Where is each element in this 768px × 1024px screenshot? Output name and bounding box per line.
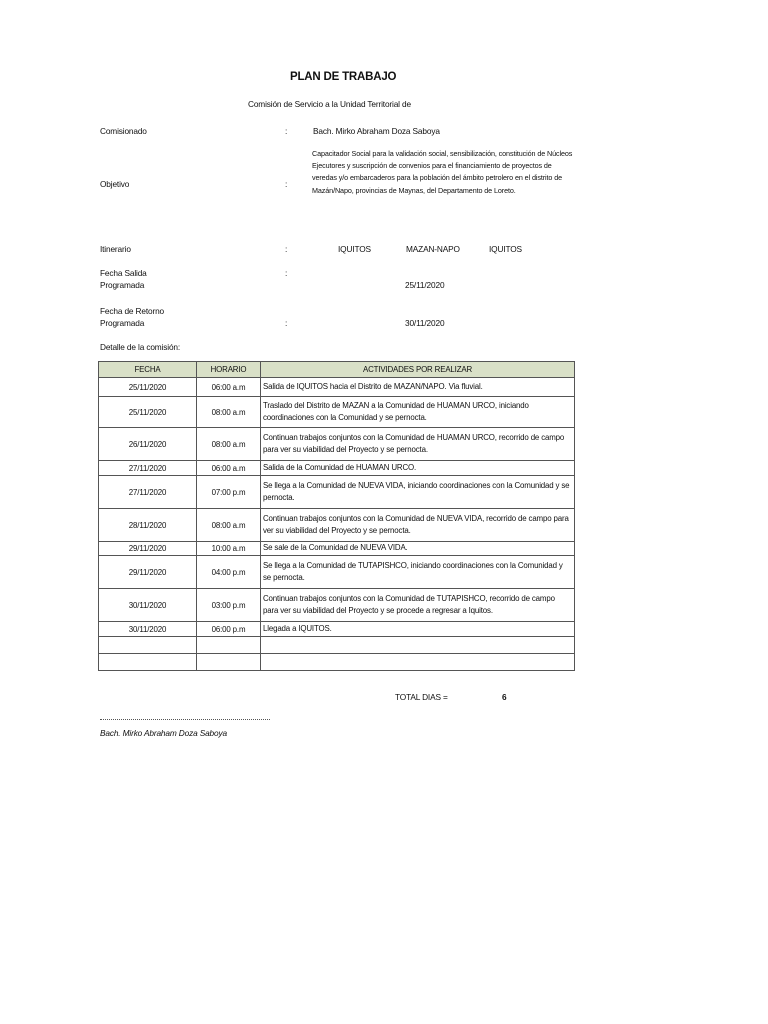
activities-table (98, 361, 575, 671)
cell-fecha: 30/11/2020 (99, 622, 197, 637)
cell-actividad: Continuan trabajos conjuntos con la Comunidad de NUEVA VIDA, recorrido de campo para ver su viabilidad del Proyecto y se pernocta. (261, 509, 575, 542)
header-horario: HORARIO (197, 362, 261, 378)
cell-fecha: 27/11/2020 (99, 461, 197, 476)
cell-fecha: 27/11/2020 (99, 476, 197, 509)
cell-actividad (261, 637, 575, 654)
cell-horario: 08:00 a.m (197, 509, 261, 542)
cell-actividad: Continuan trabajos conjuntos con la Comunidad de HUAMAN URCO, recorrido de campo para ver su viabilidad del Proyecto y se pernocta. (261, 428, 575, 461)
table-row (99, 637, 575, 654)
cell-actividad (261, 654, 575, 671)
fecha-salida-value: 25/11/2020 (405, 280, 445, 290)
page-title: PLAN DE TRABAJO (290, 71, 397, 83)
comisionado-label: Comisionado (100, 126, 147, 136)
table-row (99, 509, 575, 542)
fecha-retorno-separator: : (285, 318, 288, 328)
table-row (99, 476, 575, 509)
subtitle: Comisión de Servicio a la Unidad Territorial de (248, 99, 411, 109)
fecha-salida-label: Fecha Salida (100, 268, 147, 278)
table-row (99, 589, 575, 622)
cell-horario: 06:00 a.m (197, 378, 261, 397)
cell-fecha (99, 654, 197, 671)
table-row (99, 654, 575, 671)
itinerario-label: Itinerario (100, 244, 131, 254)
cell-actividad: Se llega a la Comunidad de NUEVA VIDA, iniciando coordinaciones con la Comunidad y se pernocta. (261, 476, 575, 509)
cell-horario: 08:00 a.m (197, 397, 261, 428)
table-row (99, 622, 575, 637)
signature-line (100, 719, 270, 720)
itinerario-stop-origin: IQUITOS (338, 244, 371, 254)
fecha-retorno-label: Fecha de Retorno (100, 306, 165, 316)
total-dias-label: TOTAL DIAS = (395, 692, 448, 702)
cell-actividad: Llegada a IQUITOS. (261, 622, 575, 637)
cell-fecha: 29/11/2020 (99, 542, 197, 556)
cell-fecha: 30/11/2020 (99, 589, 197, 622)
cell-actividad: Traslado del Distrito de MAZAN a la Comunidad de HUAMAN URCO, iniciando coordinaciones con la Comunidad y se pernocta. (261, 397, 575, 428)
table-row (99, 461, 575, 476)
header-actividades: ACTIVIDADES POR REALIZAR (261, 362, 575, 378)
itinerario-stop-return: IQUITOS (489, 244, 522, 254)
cell-fecha: 29/11/2020 (99, 556, 197, 589)
objetivo-separator: : (285, 179, 288, 189)
cell-horario: 03:00 p.m (197, 589, 261, 622)
cell-horario (197, 654, 261, 671)
objetivo-value: Capacitador Social para la validación social, sensibilización, constitución de Núcleos Ejecutores y suscripción de convenios para el financiamiento de proyectos de veredas y/o embarcaderos para la población del ámbito petrolero en el distrito de Mazán/Napo, provincias de Maynas, del Departamento de Loreto. (312, 149, 573, 195)
table-row (99, 556, 575, 589)
fecha-salida-separator: : (285, 268, 288, 278)
fecha-retorno-value: 30/11/2020 (405, 318, 445, 328)
comisionado-value: Bach. Mirko Abraham Doza Saboya (313, 126, 440, 136)
cell-horario: 04:00 p.m (197, 556, 261, 589)
cell-horario: 07:00 p.m (197, 476, 261, 509)
header-fecha: FECHA (99, 362, 197, 378)
cell-horario: 06:00 p.m (197, 622, 261, 637)
table-row (99, 428, 575, 461)
cell-fecha (99, 637, 197, 654)
cell-actividad: Salida de la Comunidad de HUAMAN URCO. (261, 461, 575, 476)
table-row (99, 397, 575, 428)
table-row (99, 378, 575, 397)
cell-fecha: 25/11/2020 (99, 397, 197, 428)
table-row (99, 542, 575, 556)
itinerario-separator: : (285, 244, 288, 254)
cell-horario: 08:00 a.m (197, 428, 261, 461)
cell-actividad: Continuan trabajos conjuntos con la Comunidad de TUTAPISHCO, recorrido de campo para ver su viabilidad del Proyecto y se procede a regresar a Iquitos. (261, 589, 575, 622)
cell-fecha: 25/11/2020 (99, 378, 197, 397)
detalle-label: Detalle de la comisión: (100, 342, 181, 352)
cell-horario: 06:00 a.m (197, 461, 261, 476)
cell-horario (197, 637, 261, 654)
cell-actividad: Salida de IQUITOS hacia el Distrito de MAZAN/NAPO. Via fluvial. (261, 378, 575, 397)
objetivo-label: Objetivo (100, 179, 130, 189)
signature-name: Bach. Mirko Abraham Doza Saboya (100, 728, 227, 738)
cell-actividad: Se llega a la Comunidad de TUTAPISHCO, iniciando coordinaciones con la Comunidad y se pernocta. (261, 556, 575, 589)
itinerario-stop-destination: MAZAN-NAPO (406, 244, 460, 254)
comisionado-separator: : (285, 126, 288, 136)
cell-horario: 10:00 a.m (197, 542, 261, 556)
fecha-salida-label-2: Programada (100, 280, 145, 290)
total-dias-value: 6 (502, 692, 507, 702)
table-header-row (99, 362, 575, 378)
cell-actividad: Se sale de la Comunidad de NUEVA VIDA. (261, 542, 575, 556)
cell-fecha: 28/11/2020 (99, 509, 197, 542)
cell-fecha: 26/11/2020 (99, 428, 197, 461)
fecha-retorno-label-2: Programada (100, 318, 145, 328)
